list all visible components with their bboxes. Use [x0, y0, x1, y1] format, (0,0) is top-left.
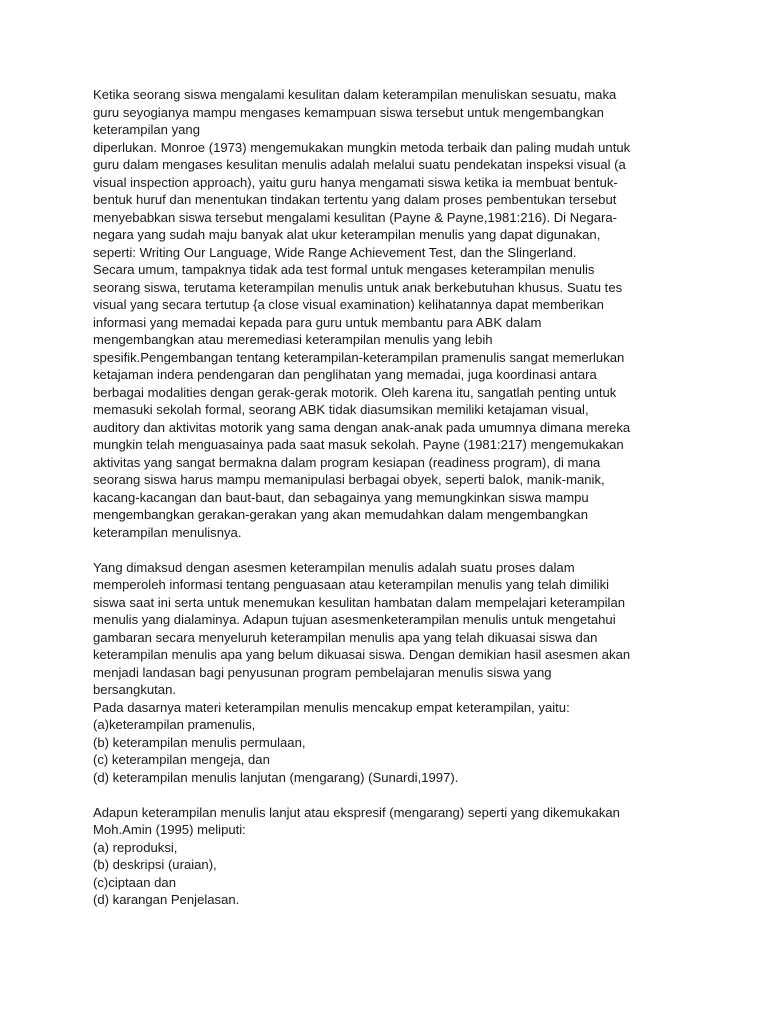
text-line: seorang siswa, terutama keterampilan menulis untuk anak berkebutuhan khusus. Suatu tes [93, 279, 623, 295]
text-line: mengembangkan gerakan-gerakan yang akan memudahkan dalam mengembangkan [93, 507, 588, 522]
paragraph-menulis-lanjut [93, 804, 693, 909]
text-line: aktivitas yang sangat bermakna dalam program kesiapan (readiness program), di mana [93, 454, 601, 470]
text-line: visual inspection approach), yaitu guru hanya mengamati siswa ketika ia membuat bentuk- [93, 174, 618, 190]
paragraph-gap [93, 786, 693, 804]
text-line: menyebabkan siswa tersebut mengalami kesulitan (Payne & Payne,1981:216). Di Negara- [93, 209, 618, 225]
text-line: gambaran secara menyeluruh keterampilan menulis apa yang telah dikuasai siswa dan [93, 629, 598, 645]
text-line: memasuki sekolah formal, seorang ABK tidak diasumsikan memiliki ketajaman visual, [93, 402, 589, 417]
text-line: menulis yang dialaminya. Adapun tujuan asesmenketerampilan menulis untuk mengetahui [93, 612, 616, 627]
text-line: Yang dimaksud dengan asesmen keterampilan menulis adalah suatu proses dalam [93, 559, 575, 575]
text-line: (d) karangan Penjelasan. [93, 892, 240, 907]
text-line: (d) keterampilan menulis lanjutan (mengarang) (Sunardi,1997). [93, 769, 459, 785]
text-line: mungkin telah menguasainya pada saat masuk sekolah. Payne (1981:217) mengemukakan [93, 437, 624, 452]
text-line: (b) keterampilan menulis permulaan, [93, 734, 306, 750]
text-line: bersangkutan. [93, 682, 176, 697]
paragraph-kesulitan-menulis [93, 86, 693, 541]
text-line: (a)keterampilan pramenulis, [93, 717, 256, 732]
text-line: mengembangkan atau meremediasi keterampilan menulis yang lebih [93, 332, 493, 347]
text-line: keterampilan menulis apa yang belum dikuasai siswa. Dengan demikian hasil asesmen akan [93, 647, 631, 662]
text-line: keterampilan menulisnya. [93, 524, 242, 540]
text-line: ketajaman indera pendengaran dan penglihatan yang memadai, juga koordinasi antara [93, 367, 597, 382]
text-line: (b) deskripsi (uraian), [93, 857, 217, 872]
text-line: seorang siswa harus mampu memanipulasi berbagai obyek, seperti balok, manik-manik, [93, 472, 605, 487]
paragraph-gap [93, 541, 693, 559]
paragraph-asesmen-menulis [93, 559, 693, 787]
text-line: auditory dan aktivitas motorik yang sama dengan anak-anak pada umumnya dimana mereka [93, 419, 631, 435]
text-line: Pada dasarnya materi keterampilan menulis mencakup empat keterampilan, yaitu: [93, 699, 570, 715]
text-line: spesifik.Pengembangan tentang keterampilan-keterampilan pramenulis sangat memerlukan [93, 349, 625, 365]
text-line: Adapun keterampilan menulis lanjut atau ekspresif (mengarang) seperti yang dikemukakan [93, 804, 620, 820]
text-line: negara yang sudah maju banyak alat ukur keterampilan menulis yang dapat digunakan, [93, 227, 601, 242]
text-line: diperlukan. Monroe (1973) mengemukakan mungkin metoda terbaik dan paling mudah untuk [93, 139, 631, 155]
text-line: keterampilan yang [93, 122, 200, 137]
text-line: Ketika seorang siswa mengalami kesulitan dalam keterampilan menuliskan sesuatu, maka [93, 87, 617, 102]
text-line: menjadi landasan bagi penyusunan program pembelajaran menulis siswa yang [93, 664, 552, 680]
text-line: Moh.Amin (1995) meliputi: [93, 822, 246, 837]
text-line: guru seyogianya mampu mengases kemampuan siswa tersebut untuk mengembangkan [93, 104, 604, 120]
text-line: kacang-kacangan dan baut-baut, dan sebagainya yang memungkinkan siswa mampu [93, 489, 589, 505]
text-line: guru dalam mengases kesulitan menulis adalah melalui suatu pendekatan inspeksi visual (a [93, 157, 626, 172]
text-line: Secara umum, tampaknya tidak ada test formal untuk mengases keterampilan menulis [93, 262, 595, 277]
text-line: siswa saat ini serta untuk menemukan kesulitan hambatan dalam mempelajari keterampilan [93, 594, 626, 610]
text-line: seperti: Writing Our Language, Wide Range Achievement Test, dan the Slingerland. [93, 244, 577, 260]
text-line: berbagai modalities dengan gerak-gerak motorik. Oleh karena itu, sangatlah penting untuk [93, 384, 617, 400]
text-line: informasi yang memadai kepada para guru untuk membantu para ABK dalam [93, 314, 542, 330]
text-line: (c)ciptaan dan [93, 874, 176, 890]
text-line: bentuk huruf dan menentukan tindakan tertentu yang dalam proses pembentukan tersebut [93, 192, 617, 207]
document-page [93, 86, 693, 909]
text-line: memperoleh informasi tentang penguasaan atau keterampilan menulis yang telah dimiliki [93, 577, 610, 592]
text-line: (a) reproduksi, [93, 839, 178, 855]
text-line: visual yang secara tertutup {a close visual examination) kelihatannya dapat memberikan [93, 297, 604, 312]
text-line: (c) keterampilan mengeja, dan [93, 752, 270, 767]
